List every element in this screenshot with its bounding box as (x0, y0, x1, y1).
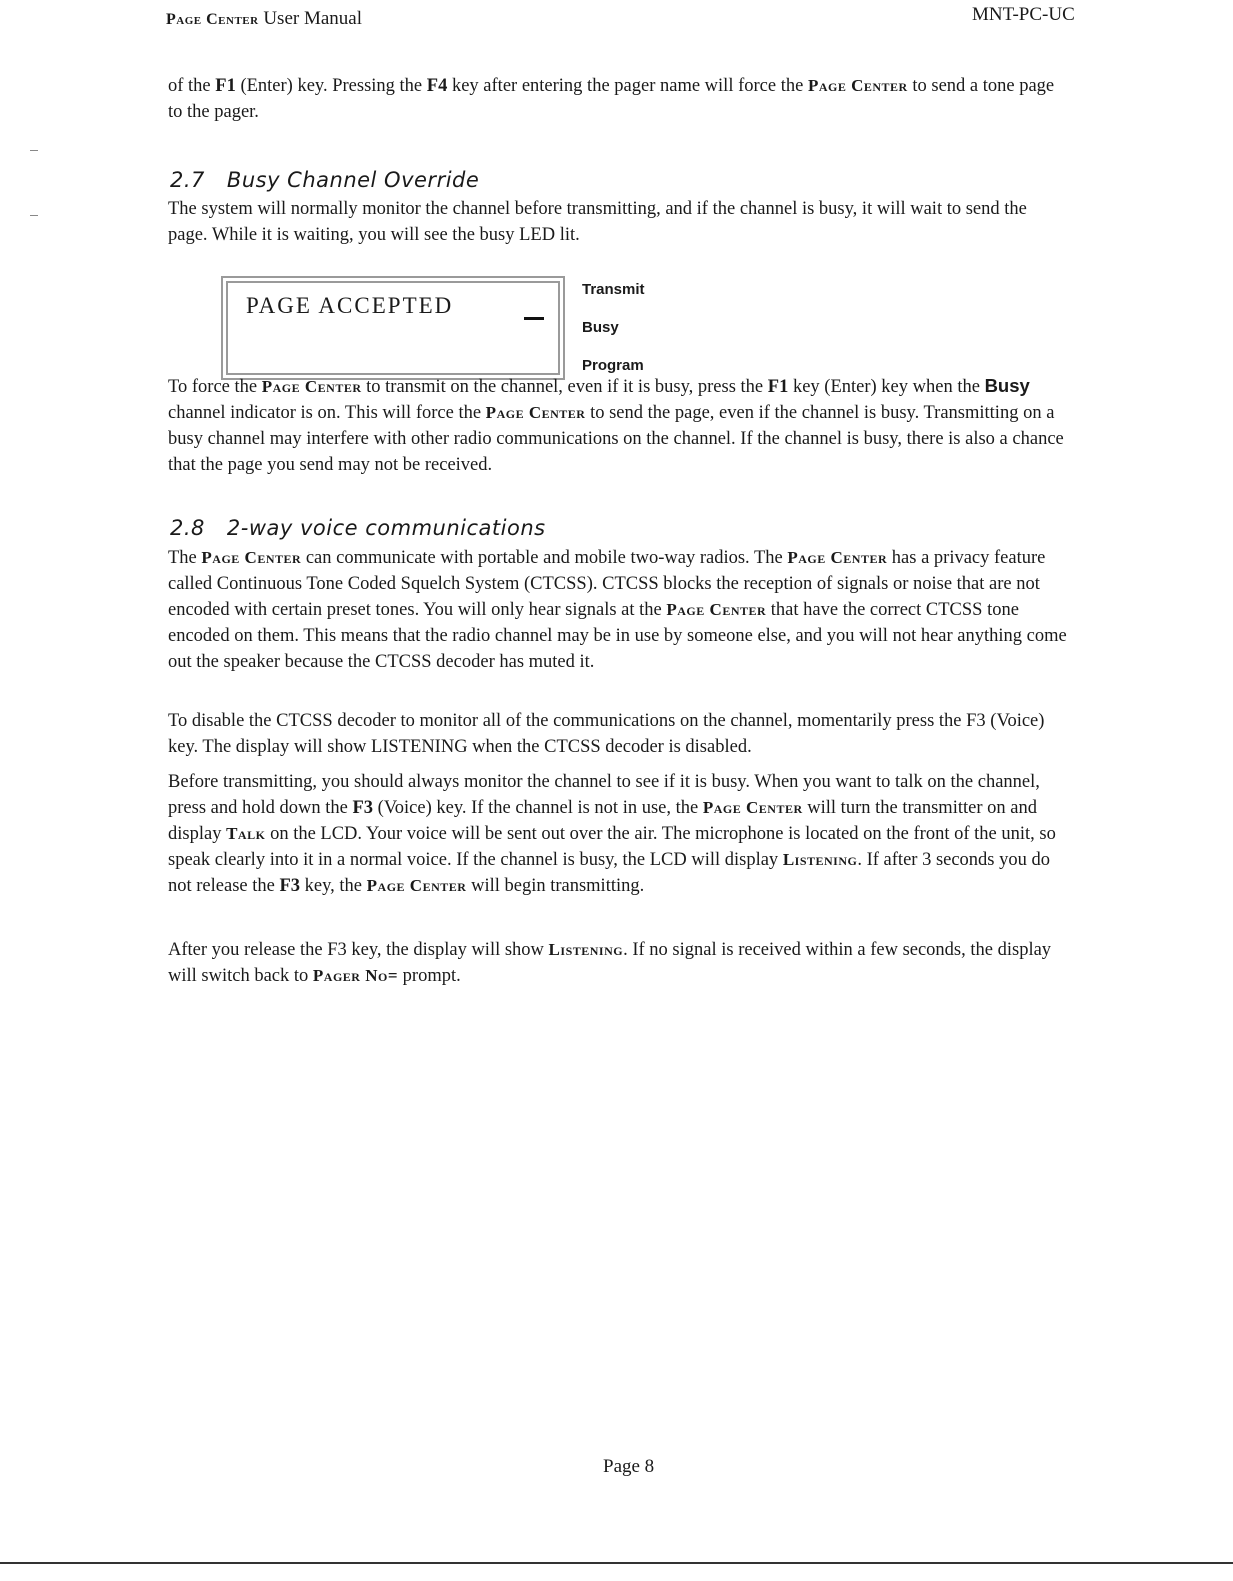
text-run: that have the correct CTCSS tone encoded on them. This means that the radio channel may be in use by someone else, and you will not hear anything come out the speaker because the CTCSS decoder has muted it. (168, 600, 1067, 672)
led-label-program: Program (582, 357, 644, 374)
scan-mark (30, 150, 38, 151)
text-run: to send a tone page to the pager. (168, 76, 1055, 122)
product-name: Page Center (366, 876, 467, 895)
text-run: Before transmitting, you should always monitor the channel to see if it is busy. When you want to talk on the channel, press and hold down the (168, 772, 1040, 818)
page-bottom-rule (0, 1562, 1233, 1564)
product-name: Page Center (201, 548, 302, 567)
key-f1: F1 (215, 76, 236, 96)
led-label-busy: Busy (582, 319, 619, 336)
key-f1: F1 (767, 377, 789, 397)
text-run: key, the (300, 876, 367, 896)
text-run: to transmit on the channel, even if it is busy, press the (361, 377, 768, 397)
product-name: Page Center (702, 798, 803, 817)
busy-indicator-name: Busy (984, 375, 1030, 396)
text-run: key (Enter) key when the (788, 377, 985, 397)
intro-paragraph (168, 73, 1068, 125)
text-run: on the LCD. Your voice will be sent out over the air. The microphone is located on the front of the unit, so speak clearly into it in a normal voice. If the channel is busy, the LCD will display (168, 824, 1056, 870)
scan-mark (30, 215, 38, 216)
lcd-message-listening: Listening (548, 940, 624, 959)
section-heading-2-7 (170, 168, 479, 192)
busy-override-paragraph: The system will normally monitor the channel before transmitting, and if the channel is busy, it will wait to send the page. While it is waiting, you will see the busy LED lit. (168, 199, 1027, 245)
key-f4: F4 (426, 76, 448, 96)
led-label-transmit: Transmit (582, 281, 645, 298)
document-code: MNT-PC-UC (972, 4, 1075, 25)
release-key-paragraph (168, 937, 1068, 989)
text-run: channel indicator is on. This will force the (168, 403, 486, 423)
lcd-message-listening: Listening (782, 850, 858, 869)
product-name: Page Center (787, 548, 888, 567)
section-number: 2.8 (170, 516, 205, 540)
text-run: After you release the F3 key, the display will show (168, 940, 549, 960)
text-run: will begin transmitting. (466, 876, 645, 896)
voice-intro-paragraph (168, 545, 1068, 675)
text-run: (Enter) key. Pressing the (235, 76, 427, 96)
text-run: can communicate with portable and mobile two-way radios. The (301, 548, 788, 568)
key-f3: F3 (279, 876, 301, 896)
product-name: Page Center (261, 377, 362, 396)
product-name: Page Center (485, 403, 586, 422)
product-name: Page Center (666, 600, 767, 619)
text-run: key after entering the pager name will force the (447, 76, 808, 96)
section-number: 2.7 (170, 168, 205, 192)
text-run: of the (168, 76, 216, 96)
transmit-voice-paragraph (168, 769, 1068, 899)
text-run: to send the page, even if the channel is busy. Transmitting on a busy channel may interfere with other radio communications on the channel. If the channel is busy, there is also a chance that the page you send may not be received. (168, 403, 1064, 475)
lcd-text: PAGE ACCEPTED (246, 293, 454, 318)
text-run: . If no signal is received within a few seconds, the display will switch back to (168, 940, 1052, 986)
lcd-message-pager-no: Pager No= (312, 966, 399, 985)
section-heading-2-8 (170, 516, 546, 540)
section-title: 2-way voice communications (226, 516, 546, 540)
force-transmit-paragraph (168, 373, 1068, 478)
key-f3: F3 (352, 798, 374, 818)
text-run: . If after 3 seconds you do not release the (168, 850, 1051, 896)
text-run: will turn the transmitter on and display (168, 798, 1037, 844)
lcd-message-talk: Talk (226, 824, 266, 843)
header-title (166, 8, 362, 30)
text-run: To force the (168, 377, 262, 397)
text-run: The (168, 548, 202, 568)
page-number: Page 8 (603, 1456, 655, 1477)
product-name: Page Center (807, 76, 908, 95)
ctcss-disable-paragraph: To disable the CTCSS decoder to monitor all of the communications on the channel, momentarily press the F3 (Voice) key. The display will show LISTENING when the CTCSS decoder is disabled. (168, 711, 1045, 757)
lcd-display (221, 276, 565, 380)
section-title: Busy Channel Override (226, 168, 480, 192)
text-run: prompt. (398, 966, 461, 986)
text-run: has a privacy feature called Continuous Tone Coded Squelch System (CTCSS). CTCSS blocks the reception of signals or noise that are not encoded with certain preset tones. You will only hear signals at the (168, 548, 1046, 620)
lcd-cursor (524, 317, 544, 320)
text-run: (Voice) key. If the channel is not in use, the (373, 798, 703, 818)
header-product: Page Center (166, 11, 259, 28)
header-suffix: User Manual (258, 8, 362, 29)
